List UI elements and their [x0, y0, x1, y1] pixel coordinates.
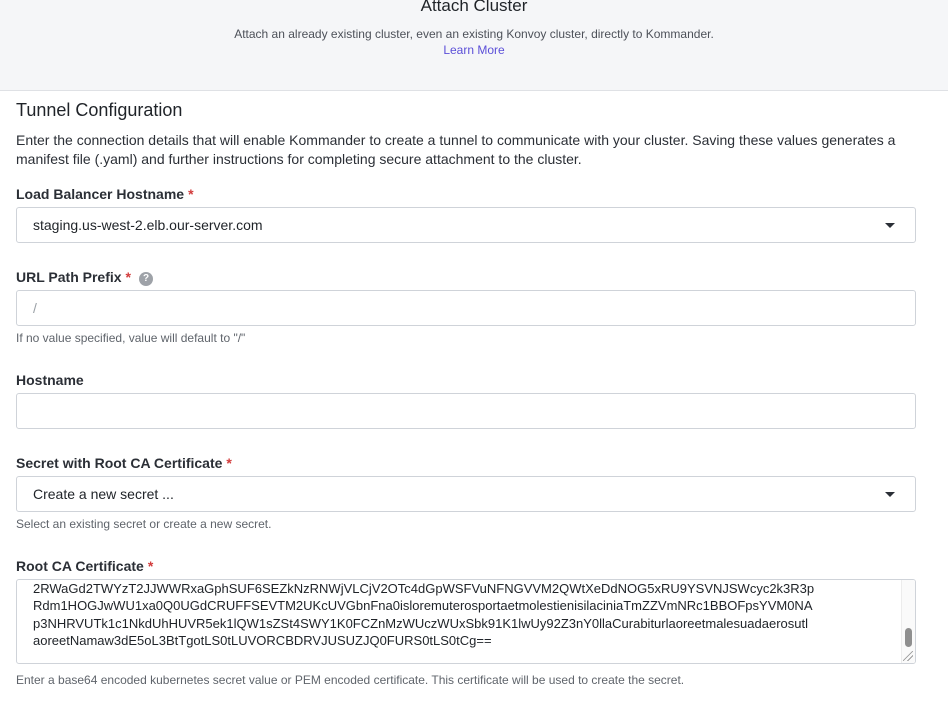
- load-balancer-label-text: Load Balancer Hostname: [16, 186, 185, 202]
- url-path-prefix-placeholder: /: [33, 300, 37, 316]
- section-title: Tunnel Configuration: [16, 100, 183, 120]
- chevron-down-icon: [885, 223, 895, 228]
- page-title: Attach Cluster: [420, 0, 528, 15]
- required-mark: *: [125, 269, 131, 285]
- secret-select[interactable]: [16, 476, 916, 512]
- required-mark: *: [188, 186, 194, 202]
- url-path-prefix-label: [16, 269, 153, 286]
- required-mark: *: [226, 455, 232, 471]
- secret-label: [16, 455, 232, 471]
- hostname-label-text: Hostname: [16, 372, 84, 388]
- root-ca-line: p3NHRVUTk1c1NkdUhHUVR5ek1lQW1sZSt4SWY1K0FCZnMzWUczWUxSbk91K1lwUy92Z3nY0llaCurabiturlaoreetmalesuadaerosutl: [33, 615, 808, 631]
- url-path-prefix-label-text: URL Path Prefix: [16, 269, 122, 285]
- load-balancer-value: staging.us-west-2.elb.our-server.com: [33, 217, 263, 233]
- section-description: Enter the connection details that will enable Kommander to create a tunnel to communicate with your cluster. Saving these values generates a manifest file (.yaml) and further instructions for completing secure attachment to the cluster.: [16, 132, 896, 167]
- secret-hint: Select an existing secret or create a new secret.: [16, 517, 272, 531]
- root-ca-label: [16, 558, 153, 574]
- root-ca-label-text: Root CA Certificate: [16, 558, 144, 574]
- resize-handle-icon[interactable]: [903, 651, 913, 661]
- learn-more-link[interactable]: Learn More: [443, 43, 505, 57]
- root-ca-text: [33, 580, 895, 649]
- root-ca-textarea[interactable]: [16, 579, 916, 664]
- load-balancer-select[interactable]: [16, 207, 916, 243]
- required-mark: *: [147, 558, 154, 574]
- hostname-label: [16, 372, 84, 388]
- root-ca-line: aoreetNamaw3dE5oL3BtTgotLS0tLUVORCBDRVJUSUZJQ0FURS0tLS0tCg==: [33, 632, 492, 648]
- secret-value: Create a new secret ...: [33, 486, 174, 502]
- page-subtitle: Attach an already existing cluster, even an existing Konvoy cluster, directly to Kommander.: [234, 27, 714, 41]
- help-icon[interactable]: ?: [139, 272, 153, 286]
- hostname-input[interactable]: [16, 393, 916, 429]
- scrollbar-thumb[interactable]: [905, 628, 912, 647]
- url-path-prefix-hint: If no value specified, value will default to "/": [16, 331, 246, 345]
- url-path-prefix-input[interactable]: [16, 290, 916, 326]
- header-banner: [0, 0, 948, 91]
- secret-label-text: Secret with Root CA Certificate: [16, 455, 223, 471]
- chevron-down-icon: [885, 492, 895, 497]
- root-ca-line: 2RWaGd2TWYzT2JJWWRxaGphSUF6SEZkNzRNWjVLCjV2OTc4dGpWSFVuNFNGVVM2QWtXeDdNOG5xRU9YSVNJSWcyc2k3R3p: [33, 581, 815, 596]
- root-ca-hint: Enter a base64 encoded kubernetes secret value or PEM encoded certificate. This certificate will be used to create the secret.: [16, 673, 685, 687]
- root-ca-line: Rdm1HOGJwWU1xa0Q0UGdCRUFFSEVTM2UKcUVGbnFna0isloremuterosportaetmolestienisilaciniaTmZZVmNRc1BBOFpsYVM0NA: [33, 598, 813, 614]
- load-balancer-label: [16, 186, 194, 202]
